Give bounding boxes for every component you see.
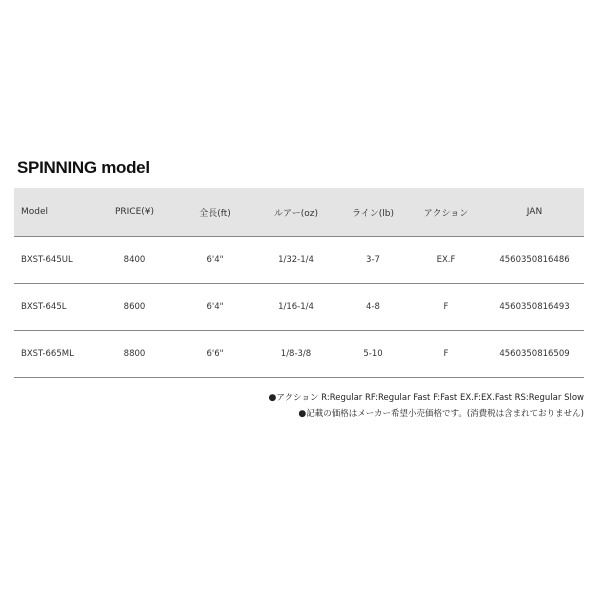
cell-length: 6'6"	[177, 331, 253, 378]
bullet-icon: ●	[298, 409, 307, 419]
cell-action: F	[407, 284, 485, 331]
section-title: SPINNING model	[17, 158, 150, 177]
header-jan: JAN	[485, 188, 584, 237]
cell-length: 6'4"	[177, 237, 253, 284]
cell-model: BXST-645L	[14, 284, 92, 331]
cell-model: BXST-665ML	[14, 331, 92, 378]
cell-line: 3-7	[339, 237, 407, 284]
table-row	[14, 331, 584, 378]
cell-line: 4-8	[339, 284, 407, 331]
header-model: Model	[14, 188, 92, 237]
notes	[269, 390, 584, 422]
table-header-row	[14, 188, 584, 237]
price-note-text: 記載の価格はメーカー希望小売価格です。(消費税は含まれておりません)	[306, 409, 584, 419]
cell-jan: 4560350816509	[485, 331, 584, 378]
cell-price: 8800	[92, 331, 177, 378]
cell-lure: 1/8-3/8	[253, 331, 339, 378]
table-row	[14, 284, 584, 331]
cell-action: F	[407, 331, 485, 378]
cell-jan: 4560350816486	[485, 237, 584, 284]
price-note	[269, 406, 584, 422]
header-length: 全長(ft)	[177, 188, 253, 237]
header-lure: ルアー(oz)	[253, 188, 339, 237]
cell-price: 8400	[92, 237, 177, 284]
header-line: ライン(lb)	[339, 188, 407, 237]
cell-line: 5-10	[339, 331, 407, 378]
bullet-icon: ●	[268, 393, 277, 403]
cell-jan: 4560350816493	[485, 284, 584, 331]
spec-table	[14, 188, 584, 378]
action-legend-text: アクション R:Regular RF:Regular Fast F:Fast EX.F:EX.Fast RS:Regular Slow	[276, 393, 584, 403]
action-legend-note	[269, 390, 584, 406]
cell-action: EX.F	[407, 237, 485, 284]
cell-length: 6'4"	[177, 284, 253, 331]
cell-model: BXST-645UL	[14, 237, 92, 284]
cell-lure: 1/16-1/4	[253, 284, 339, 331]
cell-price: 8600	[92, 284, 177, 331]
header-action: アクション	[407, 188, 485, 237]
table-row	[14, 237, 584, 284]
header-price: PRICE(¥)	[92, 188, 177, 237]
cell-lure: 1/32-1/4	[253, 237, 339, 284]
